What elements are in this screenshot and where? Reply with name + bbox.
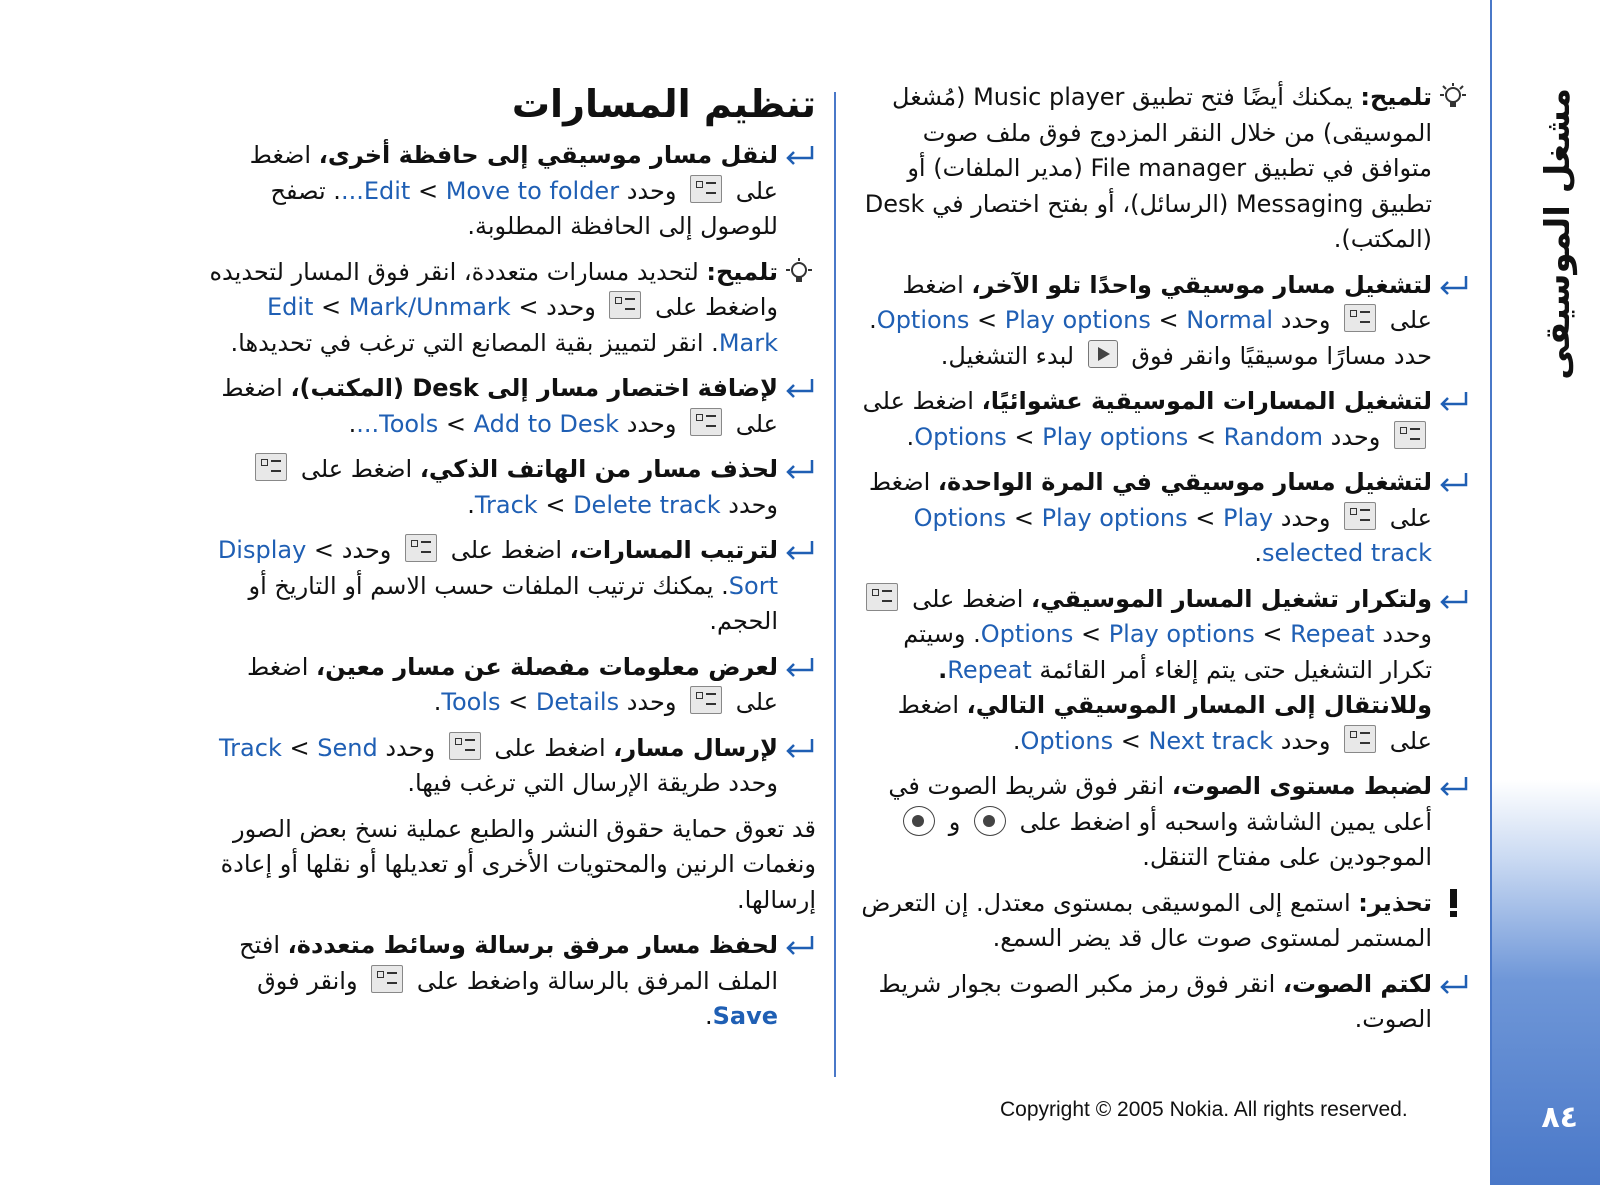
menu-key-icon [1394, 421, 1426, 449]
menu-key-icon [449, 732, 481, 760]
instruction-title: لحفظ مسار مرفق برسالة وسائط متعددة، [287, 931, 778, 959]
instruction-title: لضبط مستوى الصوت، [1171, 772, 1432, 800]
instruction-text: . [906, 422, 915, 451]
instruction-text: لبدء التشغيل. [940, 341, 1075, 370]
path-separator: < [969, 306, 1005, 334]
menu-key-icon [866, 583, 898, 611]
return-arrow-icon [782, 140, 816, 170]
instruction-text: اضغط على [221, 374, 778, 438]
lightbulb-icon [1436, 82, 1470, 112]
menu-path-item: Normal [1186, 306, 1274, 334]
instruction-block [200, 138, 816, 245]
menu-path-item: Edit [363, 176, 411, 205]
instruction-text: . انقر لتمييز بقية المصانع التي ترغب في تحديدها. [230, 328, 719, 357]
instruction-text: . [467, 490, 475, 519]
instruction-text: انقر فوق شريط الصوت في أعلى يمين الشاشة واسحبه أو اضغط على [888, 772, 1432, 836]
instruction-text: وحدد طريقة الإرسال التي ترغب فيها. [407, 769, 778, 797]
menu-key-icon [690, 408, 722, 436]
return-arrow-icon [1436, 584, 1470, 614]
tip-label: تلميح: [1360, 83, 1432, 111]
instruction-text: وحدد [626, 176, 677, 205]
menu-path-item: Next track [1148, 726, 1274, 755]
menu-path-item: Sort [728, 571, 778, 600]
instruction-text: اضغط على [249, 141, 778, 205]
instruction-text: . وسيتم تكرار التشغيل حتى يتم إلغاء أمر القائمة [903, 620, 1432, 684]
path-separator: < [313, 293, 349, 321]
section-heading: تنظيم المسارات [511, 82, 816, 126]
menu-path-item: Details [535, 688, 620, 716]
return-arrow-icon [782, 652, 816, 682]
instruction-block [200, 371, 816, 442]
warning-text: استمع إلى الموسيقى بمستوى معتدل. إن التعرض المستمر لمستوى صوت عال قد يضر السمع. [861, 888, 1432, 952]
return-arrow-icon [1436, 771, 1470, 801]
menu-path-item: Play options [1041, 503, 1188, 532]
return-arrow-icon [1436, 270, 1470, 300]
instruction-title: لعرض معلومات مفصلة عن مسار معين، [316, 652, 778, 681]
save-command: Save [712, 1002, 778, 1030]
menu-path-item: Mark [718, 328, 778, 357]
instruction-text: و [948, 807, 961, 836]
menu-path-item: Repeat [947, 655, 1032, 684]
menu-path-item: Add to Desk... [356, 409, 620, 438]
instruction-text: وحدد [1280, 503, 1331, 532]
path-separator: < [1150, 306, 1187, 334]
menu-key-icon [1344, 304, 1376, 332]
menu-key-icon [609, 291, 641, 319]
menu-key-icon [405, 534, 437, 562]
instruction-text: اضغط على [902, 270, 1432, 334]
instruction-block [200, 650, 816, 721]
menu-key-icon [690, 175, 722, 203]
copyright-notice [200, 812, 816, 919]
menu-path-item: Options [1020, 726, 1114, 755]
instruction-text: اضغط على [868, 468, 1432, 532]
menu-path-item: Play options [1108, 620, 1255, 648]
menu-key-icon [255, 453, 287, 481]
instruction-text: وحدد [626, 688, 677, 716]
instruction-text: . [704, 1002, 713, 1030]
instruction-title: لإضافة اختصار مسار إلى Desk (المكتب)، [290, 374, 778, 402]
notice-text: قد تعوق حماية حقوق النشر والطبع عملية نسخ بعض الصور ونغمات الرنين والمحتويات الأخرى أو تعديلها أو نقلها أو إعادة إرسالها. [220, 814, 816, 914]
instruction-block [200, 452, 816, 523]
instruction-title: ولتكرار تشغيل المسار الموسيقي، [1031, 584, 1432, 613]
instruction-title: لإرسال مسار، [613, 733, 778, 762]
return-arrow-icon [782, 733, 816, 763]
warning-label: تحذير: [1358, 888, 1432, 917]
tip-block [200, 255, 816, 362]
nav-left-key-icon [903, 806, 935, 836]
instruction-text: اضغط على [897, 691, 1432, 755]
instruction-text: وانقر فوق [257, 966, 358, 995]
menu-key-icon [1344, 725, 1376, 753]
instruction-text: وحدد [1280, 726, 1331, 755]
instruction-text: . [433, 688, 442, 716]
instruction-text: الموجودين على مفتاح التنقل. [1142, 843, 1432, 871]
instruction-text: اضغط على [450, 536, 562, 564]
instruction-text: وحدد [546, 293, 596, 321]
return-arrow-icon [782, 930, 816, 960]
path-separator: < [1188, 422, 1224, 451]
menu-path-item: Options [876, 306, 970, 334]
chapter-sidebar [1490, 0, 1600, 1185]
menu-path-item: Tools [379, 409, 439, 438]
footer-copyright: Copyright © 2005 Nokia. All rights reserved. [1000, 1098, 1408, 1121]
menu-path-item: Move to folder... [340, 176, 620, 205]
menu-key-icon [1344, 502, 1376, 530]
menu-path-item: Send [317, 733, 378, 762]
tip-block [860, 80, 1470, 258]
instruction-text: افتح الملف المرفق بالرسالة واضغط على [239, 931, 778, 995]
return-arrow-icon [1436, 969, 1470, 999]
instruction-block [860, 769, 1470, 876]
instruction-text: . حدد مسارًا موسيقيًا وانقر فوق [869, 306, 1432, 370]
instruction-text: . [348, 409, 357, 438]
path-separator: < [1113, 726, 1149, 755]
menu-path-item: Delete track [573, 490, 721, 519]
instruction-text: اضغط على [862, 387, 974, 415]
instruction-text: وحدد [1382, 620, 1432, 648]
instruction-title: لتشغيل مسار موسيقي واحدًا تلو الآخر، [971, 270, 1432, 299]
chapter-title: مشغل الموسيقى [1538, 88, 1578, 380]
menu-path-item: Edit [266, 293, 314, 321]
instruction-text: اضغط على [912, 584, 1024, 613]
left-column [200, 80, 816, 1045]
return-arrow-icon [1436, 386, 1470, 416]
instruction-title: لحذف مسار من الهاتف الذكي، [419, 455, 778, 483]
page-number: ٨٤ [1541, 1100, 1578, 1135]
instruction-text: اضغط على [494, 733, 606, 762]
return-arrow-icon [782, 373, 816, 403]
instruction-block [200, 928, 816, 1035]
path-separator: < [537, 490, 574, 519]
play-key-icon [1088, 340, 1118, 368]
path-separator: < [410, 176, 446, 205]
instruction-text: . يمكنك ترتيب الملفات حسب الاسم أو التاريخ أو الحجم. [248, 571, 778, 635]
path-separator: < [510, 293, 539, 321]
instruction-title: لتشغيل المسارات الموسيقية عشوائيًا، [981, 387, 1432, 415]
instruction-block [860, 465, 1470, 572]
right-column [860, 80, 1470, 1048]
path-separator: < [1073, 620, 1109, 648]
menu-path-item: Track [219, 733, 282, 762]
instruction-text: وحدد [1330, 422, 1381, 451]
path-separator: < [1006, 422, 1043, 451]
instruction-text: . [1254, 539, 1262, 567]
menu-path-item: Display [217, 536, 307, 564]
instruction-text: لتحديد مسارات متعددة، انقر فوق المسار لتحديده واضغط على [209, 257, 778, 321]
path-separator: < [1254, 620, 1291, 648]
path-separator: < [500, 688, 536, 716]
instruction-text: اضغط على [300, 455, 413, 483]
menu-path-item: Play options [1004, 306, 1151, 334]
instruction-text: انقر فوق رمز مكبر الصوت بجوار شريط الصوت. [878, 969, 1432, 1033]
instruction-text: وحدد [626, 409, 677, 438]
nav-right-key-icon [974, 806, 1006, 836]
menu-key-icon [371, 965, 403, 993]
lightbulb-icon [782, 257, 816, 287]
instruction-text: اضغط على [247, 652, 778, 716]
menu-path-item: Tools [441, 688, 501, 716]
instruction-block [860, 268, 1470, 375]
tip-text: يمكنك أيضًا فتح تطبيق Music player (مُشغل الموسيقى) من خلال النقر المزدوج فوق ملف صوت متوافق في تطبيق File manager (مدير الملفات) أو تطبيق Messaging (الرسائل)، أو بفتح اختصار في Desk (المكتب). [864, 83, 1432, 253]
instruction-text: وحدد [341, 536, 392, 564]
instruction-block: ولتكرار تشغيل المسار الموسيقي، اضغط على وحدد Options < Play options < Repeat. وسيتم تكرار التشغيل حتى يتم إلغاء أمر القائمة Repeat. وللانتقال إلى المسار الموسيقي التالي، اضغط على وحدد Options < Next track. [860, 582, 1470, 760]
tip-label: تلميح: [706, 257, 778, 286]
path-separator: < [438, 409, 474, 438]
path-separator: < [1187, 503, 1224, 532]
return-arrow-icon [1436, 467, 1470, 497]
exclamation-icon [1436, 888, 1470, 918]
menu-path-item: Options [980, 620, 1074, 648]
instruction-block [860, 384, 1470, 455]
instruction-title: لتشغيل مسار موسيقي في المرة الواحدة، [937, 468, 1432, 496]
instruction-block [860, 967, 1470, 1038]
return-arrow-icon [782, 454, 816, 484]
instruction-block [200, 533, 816, 640]
menu-path-item: Options [913, 503, 1007, 532]
instruction-text: وحدد [385, 733, 436, 762]
return-arrow-icon [782, 535, 816, 565]
menu-path-item: Repeat [1290, 620, 1375, 648]
path-separator: < [1006, 503, 1042, 532]
instruction-title: لكتم الصوت، [1282, 969, 1432, 998]
instruction-text: وحدد [728, 490, 778, 519]
warning-block [860, 886, 1470, 957]
instruction-text: وحدد [1280, 306, 1331, 334]
menu-path-item: Random [1223, 422, 1323, 451]
menu-path-item: Mark/Unmark [348, 293, 511, 321]
menu-path-item: Track [474, 490, 538, 519]
path-separator: < [306, 536, 335, 564]
instruction-block [200, 731, 816, 802]
menu-path-item: Play options [1042, 422, 1189, 451]
instruction-text: . تصفح للوصول إلى الحافظة المطلوبة. [270, 176, 778, 240]
menu-key-icon [690, 686, 722, 714]
column-divider [834, 92, 836, 1077]
menu-path-item: Options [914, 422, 1007, 451]
instruction-title: لترتيب المسارات، [569, 536, 778, 564]
instruction-title: لنقل مسار موسيقي إلى حافظة أخرى، [318, 141, 778, 169]
instruction-title: . وللانتقال إلى المسار الموسيقي التالي، [938, 655, 1432, 719]
path-separator: < [281, 733, 318, 762]
menu-path-item: Play selected track [1223, 503, 1432, 567]
